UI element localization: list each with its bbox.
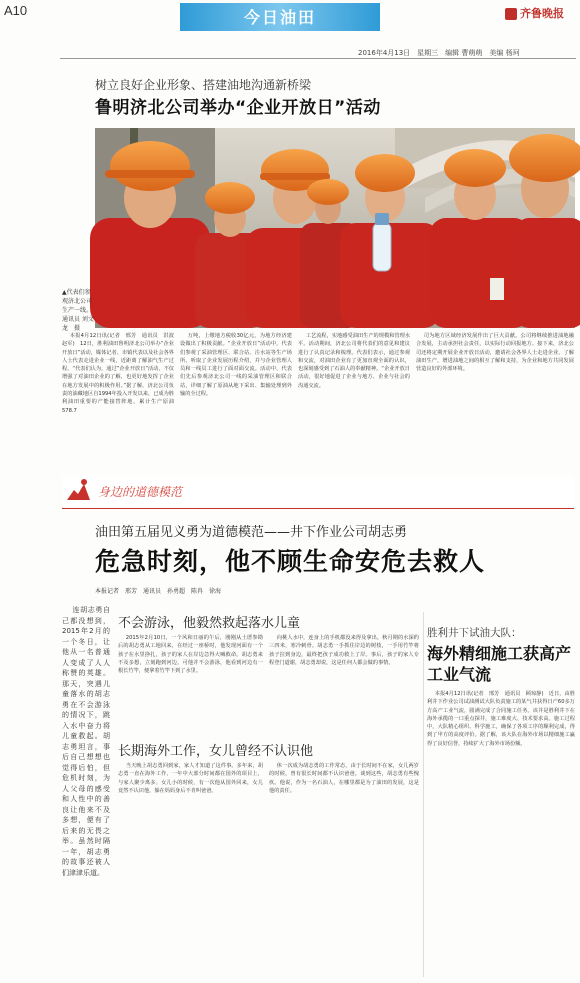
sidebar-heading: 海外精细施工获高产工业气流 (427, 644, 572, 684)
article2-section2-body-1: 当天晚上胡志勇回到家，家人才知道了这件事。多年来，胡志勇一直在海外工作，一年中大部分时间都在国外的项目上，与家人聚少离多。女儿小的时候，有一次他从国外回来，女儿竟然不认识他，躲在妈妈身后不肯叫爸爸。 (118, 763, 263, 794)
article2-section1-column-2 (269, 634, 419, 732)
sidebar-article (427, 625, 575, 685)
article2-headline: 危急时刻，他不顾生命安危去救人 (95, 547, 486, 576)
banner-graphic (62, 476, 222, 506)
article2-byline: 本报记者 邢芳 通讯员 孙勇超 陈冉 徐海 (95, 588, 222, 595)
section-title: 今日油田 (243, 8, 316, 27)
banner-divider (62, 508, 574, 509)
sidebar-divider (423, 612, 424, 977)
article2-subtitle: 油田第五届见义勇为道德模范——井下作业公司胡志勇 (95, 525, 408, 540)
article2-section1-body-2: 向桃人水中，连身上的手机都没来得及拿出。秋月期的水深约三四米，寒冷刺骨。胡志勇一手抓住岸边的树枝，一手用竹竿将孩子拉到身边，最终把孩子成功救上了岸。事后，孩子的家人专程登门道谢，胡志勇却说，这是任何人都会做的事情。 (269, 635, 419, 666)
article1-body-1: 本报4月12日讯(记者 邢芳 通讯员 洪波 赵军) 12日，胜利油田鲁明济北公司举办“企业开放日”活动，媒体记者、市镇代表以及社会各界人士代表走进企业一线，近距离了解油气生产过程。“代表们认为，通过“企业开放日”活动，不仅增强了对油田企业的了解，也更好地发挥了企业在地方发展中的积极作用。”据了解，济北公司负责的油藏地区自1994年投入开发以来，已成为胜利油田重要的产能接替阵地，累计生产原油578.7 (62, 333, 180, 414)
article1-body-2: 万吨，上缴地方税收30亿元，为地方经济建设做出了积极贡献。“企业开放日”活动中，代表们参观了采油管理区、联合站、注水站等生产场所，听取了企业发展历程介绍，并与企业管理人员和一线员工进行了面对面交流。活动中，代表们先后参观济北公司一线的采油管理区和联合站，详细了解了原油从地下采出、集输处理到外输的全过程。 (180, 333, 292, 398)
article2-section2-body-2: 休一次成为胡志勇的工作常态，由于长时间不在家，女儿两岁的时候，曾有很长时间都不认识爸爸。谈到这些，胡志勇有些愧疚。他说，作为一名石油人，在哪里都是为了油田的发展，这是他的责任。 (269, 763, 419, 794)
article1-column-2 (180, 332, 292, 472)
article1-body-4: 司为地方区域经济发展作出了巨大贡献。公司将继续推进油地融合发展，主动承担社会责任，以实际行动回报地方。接下来，济北公司还将定期开展企业开放日活动，邀请社会各界人士走进企业，了解油田生产，增进油地之间的相互了解和支持，为企业和地方共同发展营造良好的外部环境。 (416, 333, 574, 373)
article2-section2-title: 长期海外工作，女儿曾经不认识他 (118, 744, 314, 759)
moral-model-banner (62, 476, 574, 506)
article1-body-3: 工艺流程，实地感受油田生产的规模和管理水平。活动期间，济北公司将代表们的意见和建议进行了认真记录和梳理。代表们表示，通过参观和交流，对油田企业有了更加直观全面的认识，也深刻感受到了石油人的奉献精神。“企业开放日活动，很好地促进了企业与地方、企业与社会的沟通交流。 (298, 333, 410, 389)
sidebar-column (427, 690, 575, 975)
article2-lead-text: 连胡志勇自己都没想到，2015年2月的一个冬日，让他从一名普通人变成了人人称赞的英雄。那天，突遇儿童落水的胡志勇在不会游泳的情况下，跳入水中奋力将儿童救起。胡志勇坦言，事后自己想想也觉得后怕，但危机时刻，为人父母的感受和人性中的善良让他来不及多想，便有了后来的无畏之举。虽然时隔一年，胡志勇的故事还被人们津津乐道。 (62, 606, 110, 877)
article1-photo (95, 128, 575, 328)
header-divider (60, 58, 576, 59)
newspaper-logo (505, 5, 564, 21)
article2-section2-column-2 (269, 762, 419, 977)
banner-text: 身边的道德模范 (98, 485, 183, 499)
article1-headline: 鲁明济北公司举办“企业开放日”活动 (95, 98, 381, 118)
article2-section1-title: 不会游泳，他毅然救起落水儿童 (118, 616, 301, 631)
logo-text: 齐鲁晚报 (520, 7, 564, 20)
article1-column-1 (62, 332, 180, 472)
workers-photo-illustration (95, 128, 575, 328)
article2-section2-column-1 (118, 762, 263, 977)
sidebar-heading-small: 胜利井下试油大队： (427, 627, 522, 639)
date-line: 2016年4月13日 星期三 编辑 曹萌萌 美编 杨珂 (358, 49, 520, 57)
article1-column-3 (298, 332, 410, 472)
sidebar-body: 本报4月12日讯(记者 邢芳 通讯员 顾琼静) 近日，由胜利井下作业公司试油测试大队负责施工的某气井获得日产60多万方高产工业气流，圆满完成了合同施工任务。该井是胜利井下在海外承揽的一口重点探井，施工难度大、技术要求高。施工过程中，大队精心组织、科学施工，确保了各项工序的顺利完成，得到了甲方的高度评价。据了解，该大队在海外市场以精细施工赢得了良好信誉，持续扩大了海外市场份额。 (427, 691, 575, 747)
article2-section1-body-1: 2015年2月10日，一个风和日丽的午后，刚刚从土厝参勘后的胡志勇从工地回来，在经过一座桥时，他发现河面有一个孩子在水里挣扎，孩子的家人在岸边急得大喊救命。胡志勇来不及多想，立刻跑到河边。可他并不会游泳，他看到河边有一根长竹竿，便拿着竹竿下到了水里。 (118, 635, 263, 675)
article2-section1-column-1 (118, 634, 263, 732)
photo-caption: ▲代表们参观济北公司生产一线。 通讯员 刘文龙 摄 (62, 289, 96, 332)
page-number: A10 (4, 3, 28, 18)
article1-kicker: 树立良好企业形象、搭建油地沟通新桥梁 (95, 78, 312, 92)
seal-icon (505, 8, 517, 20)
article2-lead (62, 605, 110, 905)
article1-column-4 (416, 332, 574, 472)
